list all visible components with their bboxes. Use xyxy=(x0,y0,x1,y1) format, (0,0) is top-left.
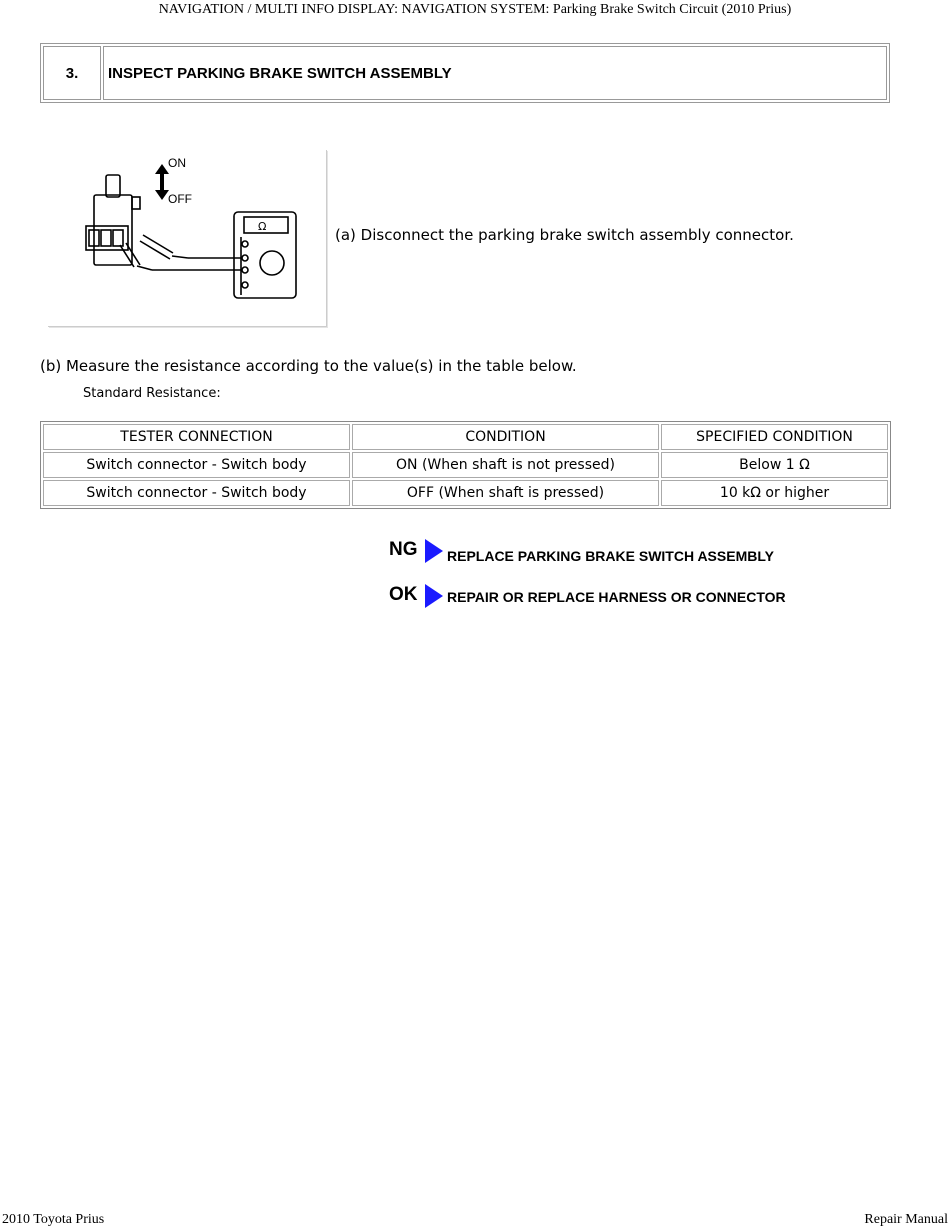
blue-arrow-icon xyxy=(423,584,443,608)
switch-measurement-figure xyxy=(48,150,327,327)
cell-condition: OFF (When shaft is pressed) xyxy=(352,480,659,506)
result-ng[interactable] xyxy=(389,539,774,564)
ok-label: OK xyxy=(389,584,418,605)
cell-tester-connection: Switch connector - Switch body xyxy=(43,480,350,506)
wiring-diagram xyxy=(48,150,326,326)
ng-action-link[interactable]: REPLACE PARKING BRAKE SWITCH ASSEMBLY xyxy=(447,548,774,564)
table-row xyxy=(43,480,888,506)
instruction-b: (b) Measure the resistance according to the value(s) in the table below. xyxy=(40,357,577,375)
on-off-arrow-icon xyxy=(155,164,169,200)
cell-specified-condition: Below 1 Ω xyxy=(661,452,888,478)
step-header-table xyxy=(40,43,890,103)
step-title: INSPECT PARKING BRAKE SWITCH ASSEMBLY xyxy=(103,46,887,100)
label-off: OFF xyxy=(168,192,192,206)
header-tester-connection: TESTER CONNECTION xyxy=(43,424,350,450)
meter-ohm-symbol: Ω xyxy=(258,220,267,233)
cell-condition: ON (When shaft is not pressed) xyxy=(352,452,659,478)
footer-right: Repair Manual xyxy=(864,1212,948,1227)
header-condition: CONDITION xyxy=(352,424,659,450)
label-on: ON xyxy=(168,156,186,170)
tester-probes xyxy=(120,235,242,270)
cell-tester-connection: Switch connector - Switch body xyxy=(43,452,350,478)
standard-resistance-label: Standard Resistance: xyxy=(83,386,221,401)
result-ok[interactable] xyxy=(389,584,786,608)
ng-label: NG xyxy=(389,539,418,560)
table-header-row xyxy=(43,424,888,450)
ok-action-link[interactable]: REPAIR OR REPLACE HARNESS OR CONNECTOR xyxy=(447,589,786,605)
step-number: 3. xyxy=(43,46,101,100)
footer-left: 2010 Toyota Prius xyxy=(2,1212,105,1227)
instruction-a: (a) Disconnect the parking brake switch assembly connector. xyxy=(335,226,794,244)
header-specified-condition: SPECIFIED CONDITION xyxy=(661,424,888,450)
page-header: NAVIGATION / MULTI INFO DISPLAY: NAVIGATION SYSTEM: Parking Brake Switch Circuit (2010 Prius) xyxy=(158,2,792,17)
standard-resistance-table xyxy=(40,421,891,509)
cell-specified-condition: 10 kΩ or higher xyxy=(661,480,888,506)
table-row xyxy=(43,452,888,478)
blue-arrow-icon xyxy=(423,539,443,563)
